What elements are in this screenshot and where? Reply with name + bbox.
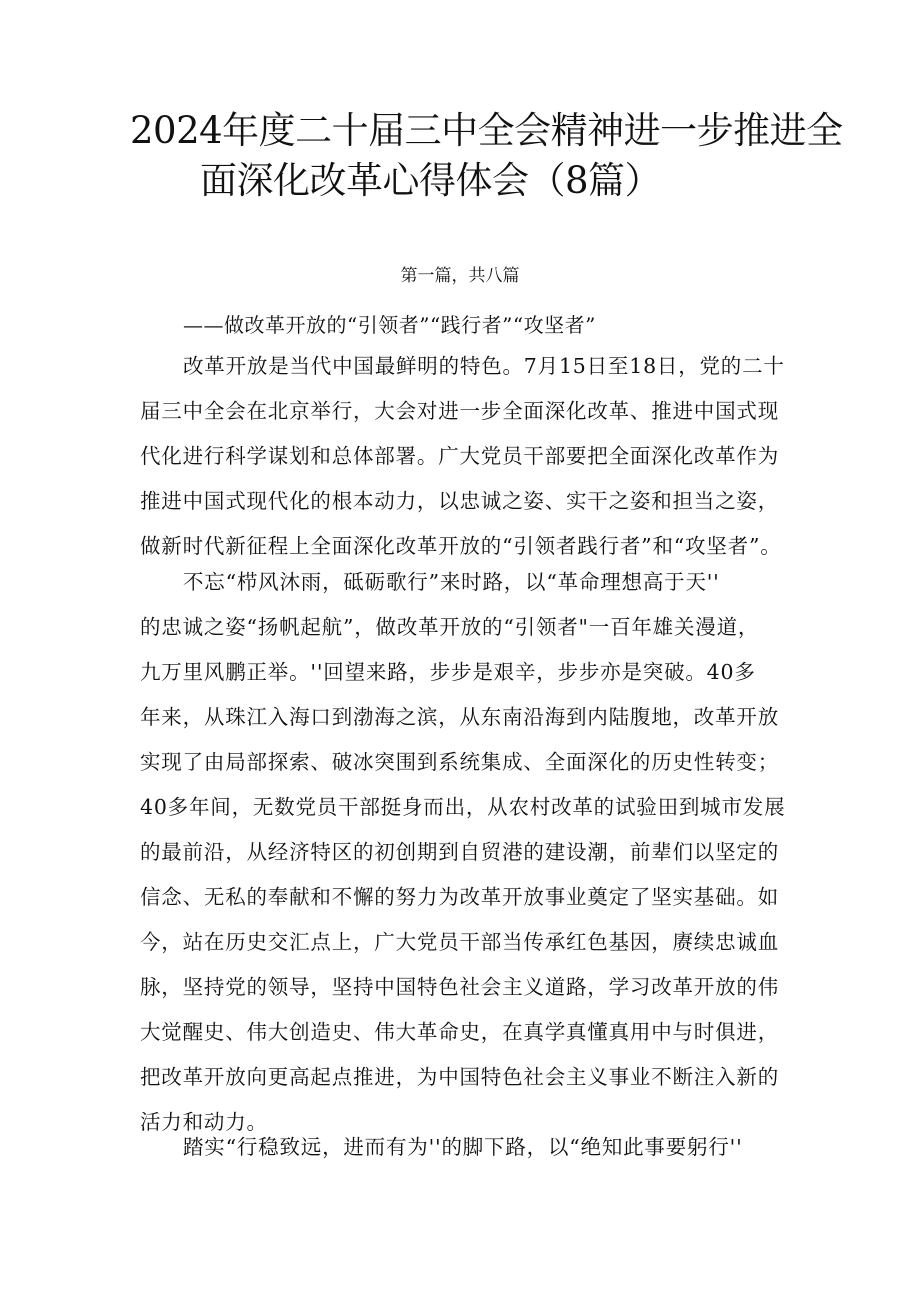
title-line-2: 面深化改革心得体会（8篇） <box>200 159 662 202</box>
paragraph-line: 届三中全会在北京举行，大会对进一步全面深化改革、推进中国式现 <box>140 399 779 423</box>
paragraph-line: 活力和动力。 <box>140 1110 268 1134</box>
paragraph-line: 信念、无私的奉献和不懈的努力为改革开放事业奠定了坚实基础。如 <box>140 885 779 909</box>
paragraph-line: 把改革开放向更高起点推进，为中国特色社会主义事业不断注入新的 <box>140 1065 779 1089</box>
paragraph-line: 实现了由局部探索、破冰突围到系统集成、全面深化的历史性转变； <box>140 750 779 774</box>
paragraph-line: 改革开放是当代中国最鲜明的特色。7月15日至18日，党的二十 <box>183 354 785 378</box>
paragraph-3 <box>140 1125 780 1170</box>
paragraph-line: 的最前沿，从经济特区的初创期到自贸港的建设潮，前辈们以坚定的 <box>140 840 779 864</box>
paragraph-1 <box>140 344 785 569</box>
paragraph-line: 踏实“行稳致远，进而有为''的脚下路，以“绝知此事要躬行'' <box>183 1135 743 1159</box>
paragraph-line: 做新时代新征程上全面深化改革开放的“引领者践行者”和“攻坚者”。 <box>140 534 782 558</box>
paragraph-line: 40多年间，无数党员干部挺身而出，从农村改革的试验田到城市发展 <box>140 795 786 819</box>
paragraph-line: 年来，从珠江入海口到渤海之滨，从东南沿海到内陆腹地，改革开放 <box>140 705 779 729</box>
document-title <box>130 106 843 206</box>
paragraph-line: 代化进行科学谋划和总体部署。广大党员干部要把全面深化改革作为 <box>140 444 779 468</box>
paragraph-2 <box>140 560 786 1145</box>
article-subtitle: ——做改革开放的“引领者”“践行者”“攻坚者” <box>183 313 596 337</box>
paragraph-line: 九万里风鹏正举。''回望来路，步步是艰辛，步步亦是突破。40多 <box>140 660 756 684</box>
paragraph-line: 不忘“栉风沐雨，砥砺歌行”来时路，以“革命理想高于天'' <box>183 570 720 594</box>
title-line-1: 2024年度二十届三中全会精神进一步推进全 <box>130 109 843 152</box>
paragraph-line: 大觉醒史、伟大创造史、伟大革命史，在真学真懂真用中与时俱进， <box>140 1020 779 1044</box>
paragraph-line: 的忠诚之姿“扬帆起航”，做改革开放的“引领者"一百年雄关漫道， <box>140 615 760 639</box>
paragraph-line: 今，站在历史交汇点上，广大党员干部当传承红色基因，赓续忠诚血 <box>140 930 779 954</box>
section-heading: 第一篇，共八篇 <box>400 266 520 286</box>
paragraph-line: 推进中国式现代化的根本动力，以忠诚之姿、实干之姿和担当之姿， <box>140 489 779 513</box>
paragraph-line: 脉，坚持党的领导，坚持中国特色社会主义道路，学习改革开放的伟 <box>140 975 779 999</box>
